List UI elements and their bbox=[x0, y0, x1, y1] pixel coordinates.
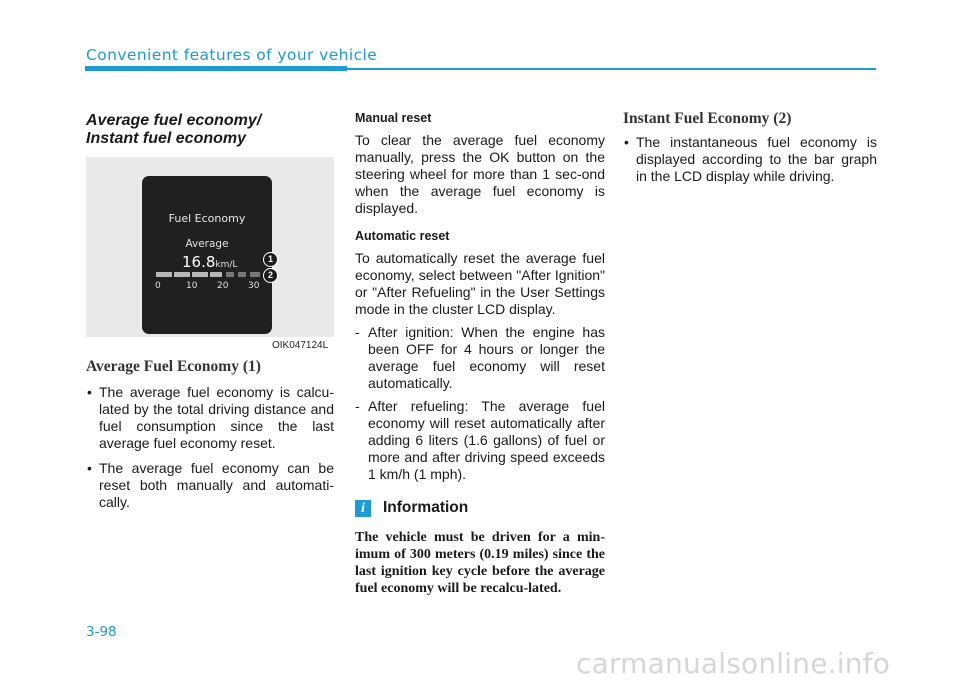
figure-code: OIK047124L bbox=[272, 340, 329, 351]
fuel-economy-value: 16.8 bbox=[182, 253, 216, 271]
information-text: The vehicle must be driven for a min-imum of 300 meters (0.19 miles) since the last ignition key cycle before the average fuel economy will be recalcu-lated. bbox=[355, 530, 605, 596]
header-rule-thick bbox=[85, 66, 347, 71]
callout-2: 2 bbox=[263, 268, 278, 283]
manual-reset-heading: Manual reset bbox=[355, 111, 432, 125]
middle-column bbox=[355, 108, 605, 597]
bullet-item: • The average fuel economy is calcu-lated by the total driving distance and fuel consumption since the last average fuel economy reset. bbox=[86, 384, 334, 452]
dash-item-text: After refueling: The average fuel economy will reset automatically after adding 6 liters (1.6 gallons) of fuel or more and after driving speed exceeds 1 km/h (1 mph). bbox=[368, 398, 605, 482]
watermark-text: carmanualsonline.info bbox=[576, 647, 891, 680]
bar-segment bbox=[226, 272, 234, 277]
header-title: Convenient features of your vehicle bbox=[86, 46, 378, 64]
bar-segment bbox=[174, 272, 190, 277]
dash-mark: - bbox=[355, 398, 360, 414]
right-column bbox=[623, 108, 877, 185]
fuel-economy-unit: km/L bbox=[215, 260, 238, 270]
left-column bbox=[86, 108, 334, 148]
gauge-tick-label: 10 bbox=[186, 281, 198, 291]
bar-segment bbox=[238, 272, 246, 277]
bar-segment bbox=[210, 272, 222, 277]
header-rule-thin bbox=[347, 68, 876, 70]
section-heading: Average fuel economy/ Instant fuel economy bbox=[86, 112, 262, 147]
lcd-subtitle: Average bbox=[185, 238, 229, 250]
fuel-economy-readout bbox=[182, 253, 237, 271]
manual-reset-text: To clear the average fuel economy manually, press the OK button on the steering wheel for more than 1 sec-ond when the average fuel economy is displayed. bbox=[355, 132, 605, 216]
information-header bbox=[355, 499, 605, 517]
lcd-title: Fuel Economy bbox=[168, 212, 246, 225]
fuel-bar-graph bbox=[156, 272, 260, 278]
lcd-display bbox=[142, 176, 272, 334]
cluster-figure bbox=[86, 157, 334, 337]
instant-fuel-heading: Instant Fuel Economy (2) bbox=[623, 110, 792, 127]
gauge-tick-label: 20 bbox=[217, 281, 229, 291]
bullet-item: • The average fuel economy can be reset both manually and automati-cally. bbox=[86, 460, 334, 511]
average-fuel-heading: Average Fuel Economy (1) bbox=[86, 358, 261, 375]
bar-segment bbox=[156, 272, 172, 277]
bullet-item: • The instantaneous fuel economy is displayed according to the bar graph in the LCD display while driving. bbox=[623, 134, 877, 185]
information-label: Information bbox=[383, 499, 469, 516]
dash-item bbox=[355, 398, 605, 483]
dash-item-text: After ignition: When the engine has been OFF for 4 hours or longer the average fuel economy will reset automatically. bbox=[368, 324, 605, 391]
dash-mark: - bbox=[355, 324, 360, 340]
gauge-tick-label: 0 bbox=[155, 281, 161, 291]
info-icon: i bbox=[355, 500, 371, 517]
callout-1: 1 bbox=[263, 252, 278, 267]
left-column-body bbox=[86, 358, 334, 511]
bar-segment bbox=[192, 272, 208, 277]
bar-segment bbox=[250, 272, 260, 277]
automatic-reset-heading: Automatic reset bbox=[355, 229, 450, 243]
gauge-tick-label: 30 bbox=[248, 281, 260, 291]
automatic-reset-text: To automatically reset the average fuel economy, select between "After Ignition" or "After Refueling" in the User Settings mode in the cluster LCD display. bbox=[355, 250, 605, 317]
dash-item bbox=[355, 324, 605, 392]
page-number: 3-98 bbox=[86, 624, 117, 640]
